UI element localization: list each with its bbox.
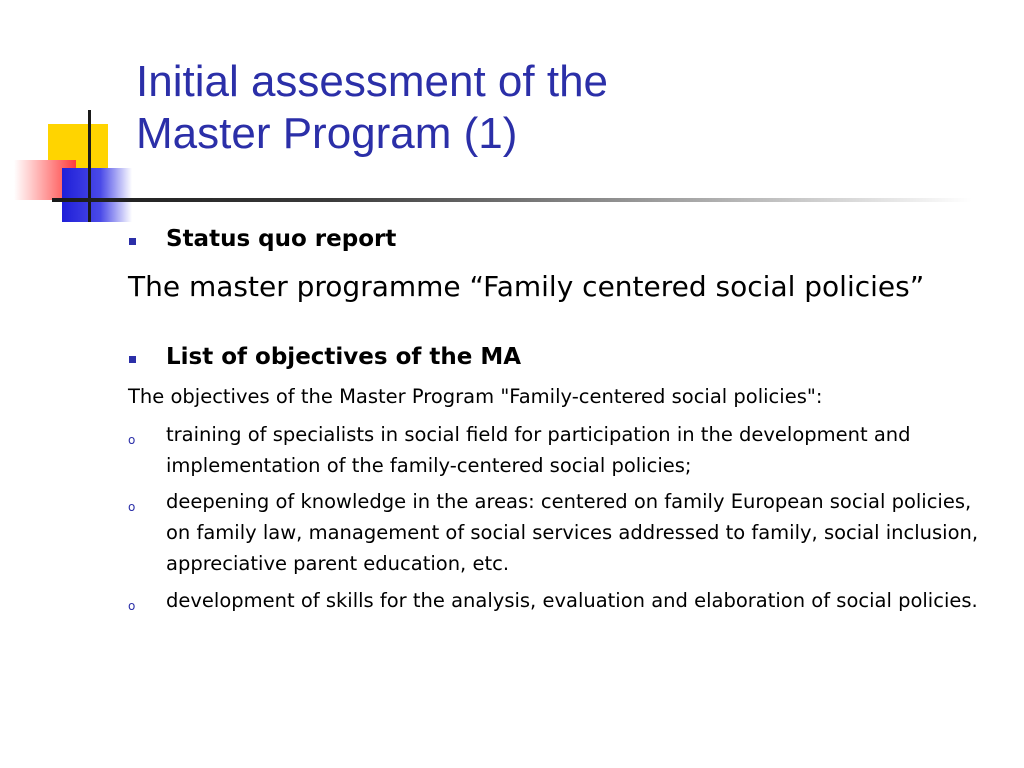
slide-title [136,56,608,160]
blue-square-bullet-icon [129,238,136,245]
section-heading-objectives: List of objectives of the MA [166,344,522,370]
objectives-intro: The objectives of the Master Program "Family-centered social policies": [128,385,823,408]
title-underline-rule [52,198,972,202]
logo-blue-block [62,168,132,222]
circle-o-bullet-icon: o [128,433,136,447]
blue-square-bullet-icon [129,356,136,363]
objective-item: development of skills for the analysis, evaluation and elaboration of social policies. [166,589,978,612]
slide-title-line-1: Initial assessment of the [136,57,609,106]
objective-item: training of specialists in social field for participation in the development and implementation of the family-centered social policies; [166,423,911,477]
slide-title-line-2: Master Program (1) [136,109,518,158]
section-heading-status-quo: Status quo report [166,226,397,252]
objective-item: deepening of knowledge in the areas: centered on family European social policies, on family law, management of social services addressed to family, social inclusion, appreciative parent education, etc. [166,490,979,575]
circle-o-bullet-icon: o [128,500,136,514]
logo-vertical-line [88,110,91,222]
programme-statement: The master programme “Family centered social policies” [128,270,925,303]
circle-o-bullet-icon: o [128,599,136,613]
